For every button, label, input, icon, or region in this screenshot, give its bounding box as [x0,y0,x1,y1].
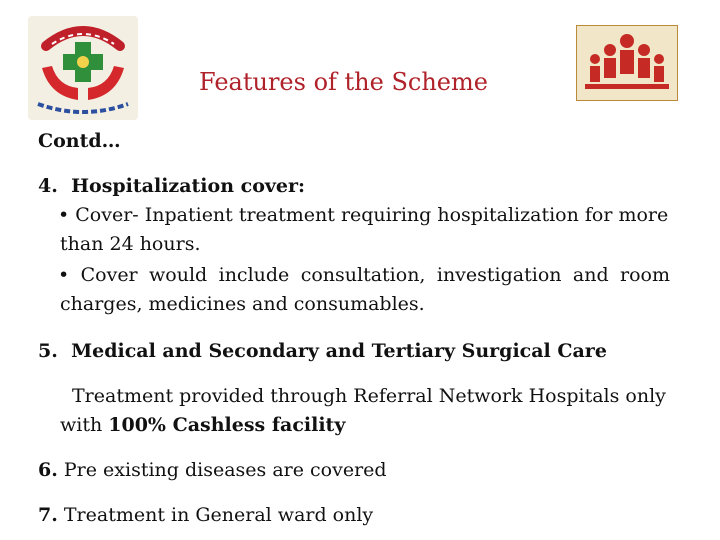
item-6 [38,456,387,485]
item-7-number: 7. [38,504,58,526]
item-6-text: Pre existing diseases are covered [57,459,387,481]
slide-title: Features of the Scheme [199,68,488,96]
left-logo [28,16,138,120]
hands-cross-emblem-icon [28,16,138,120]
item-7 [38,501,373,530]
contd-label: Contd… [38,130,121,152]
item-4-bullet-1-line-2: than 24 hours. [60,233,201,255]
item-4-bullet-1-line-1: • Cover- Inpatient treatment requiring hospitalization for more [58,204,669,226]
item-5-body-line-1: Treatment provided through Referral Network Hospitals only [72,385,666,407]
item-7-text: Treatment in General ward only [57,504,374,526]
item-4-title: Hospitalization cover: [71,175,306,197]
right-logo [576,25,678,101]
item-4-heading [38,172,305,201]
item-4-bullet-2-line-1: • Cover would include consultation, investigation and room [58,264,670,286]
item-5-heading [38,337,607,366]
item-5-title: Medical and Secondary and Tertiary Surgical Care [71,340,607,362]
item-5-cashless-text: 100% Cashless facility [108,414,346,436]
item-5-body-prefix: with [60,414,109,436]
item-4-number: 4. [38,175,58,197]
item-5-number: 5. [38,340,58,362]
item-5-body-line-2 [60,411,345,440]
item-4-bullet-2-line-2: charges, medicines and consumables. [60,293,425,315]
item-6-number: 6. [38,459,58,481]
family-group-emblem-icon [577,26,677,100]
